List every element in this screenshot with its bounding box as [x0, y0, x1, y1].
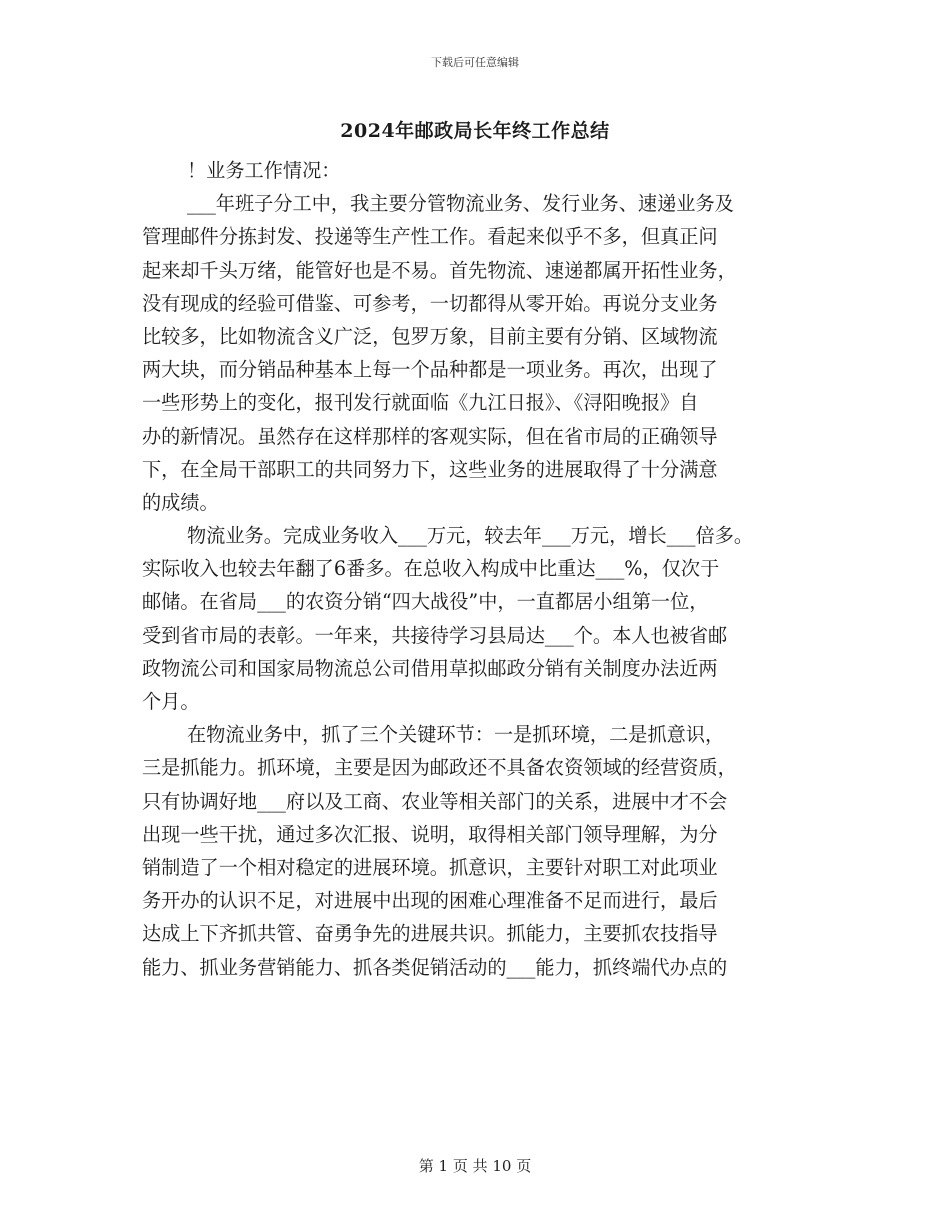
text-line: 没有现成的经验可借鉴、可参考，一切都得从零开始。再说分支业务	[142, 291, 718, 315]
text-line: 销制造了一个相对稳定的进展环境。抓意识，主要针对职工对此项业	[142, 855, 718, 879]
text-line: 达成上下齐抓共管、奋勇争先的进展共识。抓能力，主要抓农技指导	[142, 922, 718, 946]
text-line: 实际收入也较去年翻了6番多。在总收入构成中比重达___%，仅次于	[142, 557, 720, 581]
document-body	[142, 154, 822, 984]
text-line: 三是抓能力。抓环境，主要是因为邮政还不具备农资领域的经营资质，	[142, 756, 737, 780]
text-line: 的成绩。	[142, 490, 219, 514]
document-title: 2024年邮政局长年终工作总结	[340, 120, 610, 142]
text-line: 物流业务。完成业务收入___万元，较去年___万元，增长___倍多。	[187, 524, 754, 548]
text-line: 受到省市局的表彰。一年来，共接待学习县局达___个。本人也被省邮	[142, 623, 728, 647]
text-line: 政物流公司和国家局物流总公司借用草拟邮政分销有关制度办法近两	[142, 656, 718, 680]
text-line: 下，在全局干部职工的共同努力下，这些业务的进展取得了十分满意	[142, 457, 718, 481]
text-line: 能力、抓业务营销能力、抓各类促销活动的___能力，抓终端代办点的	[142, 955, 728, 979]
text-line: 在物流业务中，抓了三个关键环节：一是抓环境，二是抓意识，	[187, 723, 725, 747]
text-line: 只有协调好地___府以及工商、农业等相关部门的关系，进展中才不会	[142, 789, 728, 813]
text-line: 个月。	[142, 690, 200, 713]
text-line: 管理邮件分拣封发、投递等生产性工作。看起来似乎不多，但真正问	[142, 225, 718, 249]
text-line: 办的新情况。虽然存在这样那样的客观实际，但在省市局的正确领导	[142, 424, 718, 448]
text-line: 邮储。在省局___的农资分销“四大战役”中，一直都居小组第一位，	[142, 590, 709, 614]
header-note: 下载后可任意编辑	[431, 56, 519, 69]
text-line: 比较多，比如物流含义广泛，包罗万象，目前主要有分销、区域物流	[142, 324, 718, 348]
text-line: 一些形势上的变化，报刊发行就面临《九江日报》、《浔阳晚报》自	[142, 391, 699, 415]
text-line: 两大块，而分销品种基本上每一个品种都是一项业务。再次，出现了	[142, 358, 718, 382]
text-line: ！业务工作情况：	[187, 159, 341, 182]
page-number-footer: 第 1 页 共 10 页	[418, 1157, 532, 1175]
text-line: 出现一些干扰，通过多次汇报、说明，取得相关部门领导理解，为分	[142, 822, 718, 846]
text-line: 务开办的认识不足，对进展中出现的困难心理准备不足而进行，最后	[142, 889, 718, 913]
text-line: ___年班子分工中，我主要分管物流业务、发行业务、速递业务及	[187, 192, 734, 216]
text-line: 起来却千头万绪，能管好也是不易。首先物流、速递都属开拓性业务，	[142, 258, 737, 282]
